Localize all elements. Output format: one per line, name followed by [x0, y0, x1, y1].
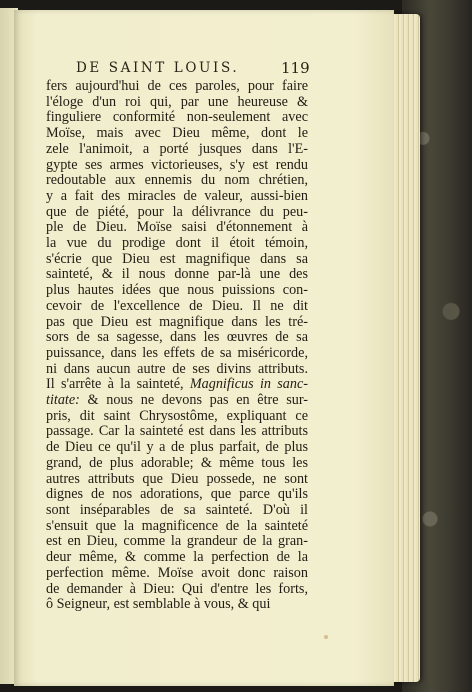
text-line: de demander à Dieu: Qui d'entre les forts, — [46, 580, 308, 597]
page-number: 119 — [281, 59, 310, 77]
text-line: plus hautes idées que nous puissions con- — [46, 282, 308, 299]
text-line: autres attributs que Dieu possede, ne sont — [46, 470, 308, 487]
text-line: cevoir de l'excellence de Dieu. Il ne dit — [46, 297, 308, 314]
italic-phrase: titate: — [46, 392, 80, 409]
text-line: sainteté, & il nous donne par-là une des — [46, 266, 308, 283]
text-line: ni dans aucun autre de ses divins attributs. — [46, 360, 308, 377]
text-line: grand, de plus adorable; & même tous les — [46, 454, 308, 471]
text-line: s'écrie que Dieu est magnifique dans sa — [46, 250, 308, 267]
text-line: s'ensuit que la magnificence de la sainteté — [46, 517, 308, 534]
text-line: est en Dieu, comme la grandeur de la gran- — [46, 533, 308, 550]
book-page — [14, 10, 394, 686]
running-head: DE SAINT LOUIS. — [76, 60, 240, 76]
text-line: que de piété, pour la délivrance du peu- — [46, 203, 308, 220]
text-line: perfection même. Moïse avoit donc raison — [46, 564, 308, 581]
text-line: puissance, dans les effets de sa miséricorde, — [46, 344, 308, 361]
text-line: l'éloge d'un roi qui, par une heureuse & — [46, 93, 308, 110]
text-line: gypte ses armes victorieuses, s'y est rendu — [46, 156, 308, 173]
text-line: dignes de nos adorations, que parce qu'ils — [46, 486, 308, 503]
text-line: sont inséparables de sa sainteté. D'où il — [46, 501, 308, 518]
text-line: pris, dit saint Chrysostôme, expliquant ce — [46, 407, 308, 424]
text-line: la vue du prodige dont il étoit témoin, — [46, 235, 308, 252]
text-line: deur même, & comme la perfection de la — [46, 549, 308, 566]
text-line: y a fait des miracles de valeur, aussi-bien — [46, 187, 308, 204]
text-line: passage. Car la sainteté est dans les attributs — [46, 423, 308, 440]
text-line: Moïse, mais avec Dieu même, dont le — [46, 125, 308, 142]
text-line: fers aujourd'hui de ces paroles, pour faire — [46, 78, 308, 94]
text-line: zele l'animoit, a porté jusques dans l'E- — [46, 140, 308, 157]
text-line: pas que Dieu est magnifique dans les tré- — [46, 313, 308, 330]
text-line: sors de sa sagesse, dans les œuvres de sa — [46, 329, 308, 346]
text-line: redoutable aux ennemis du nom chrétien, — [46, 172, 308, 189]
text-line-italic: Il s'arrête à la sainteté, Magnificus in sanc- — [46, 376, 308, 393]
paper-stain — [324, 635, 328, 639]
body-text — [46, 79, 308, 613]
text-line: ple de Dieu. Moïse saisi d'étonnement à — [46, 219, 308, 236]
text-line: de Dieu ce qu'il y a de plus parfait, de plus — [46, 439, 308, 456]
text-line: ô Seigneur, est semblable à vous, & qui — [46, 596, 271, 613]
italic-phrase: Magnificus in sanc- — [189, 376, 308, 393]
text-line: finguliere conformité non-seulement avec — [46, 109, 308, 126]
text-line-italic: titate: & nous ne devons pas en être sur- — [46, 392, 308, 409]
